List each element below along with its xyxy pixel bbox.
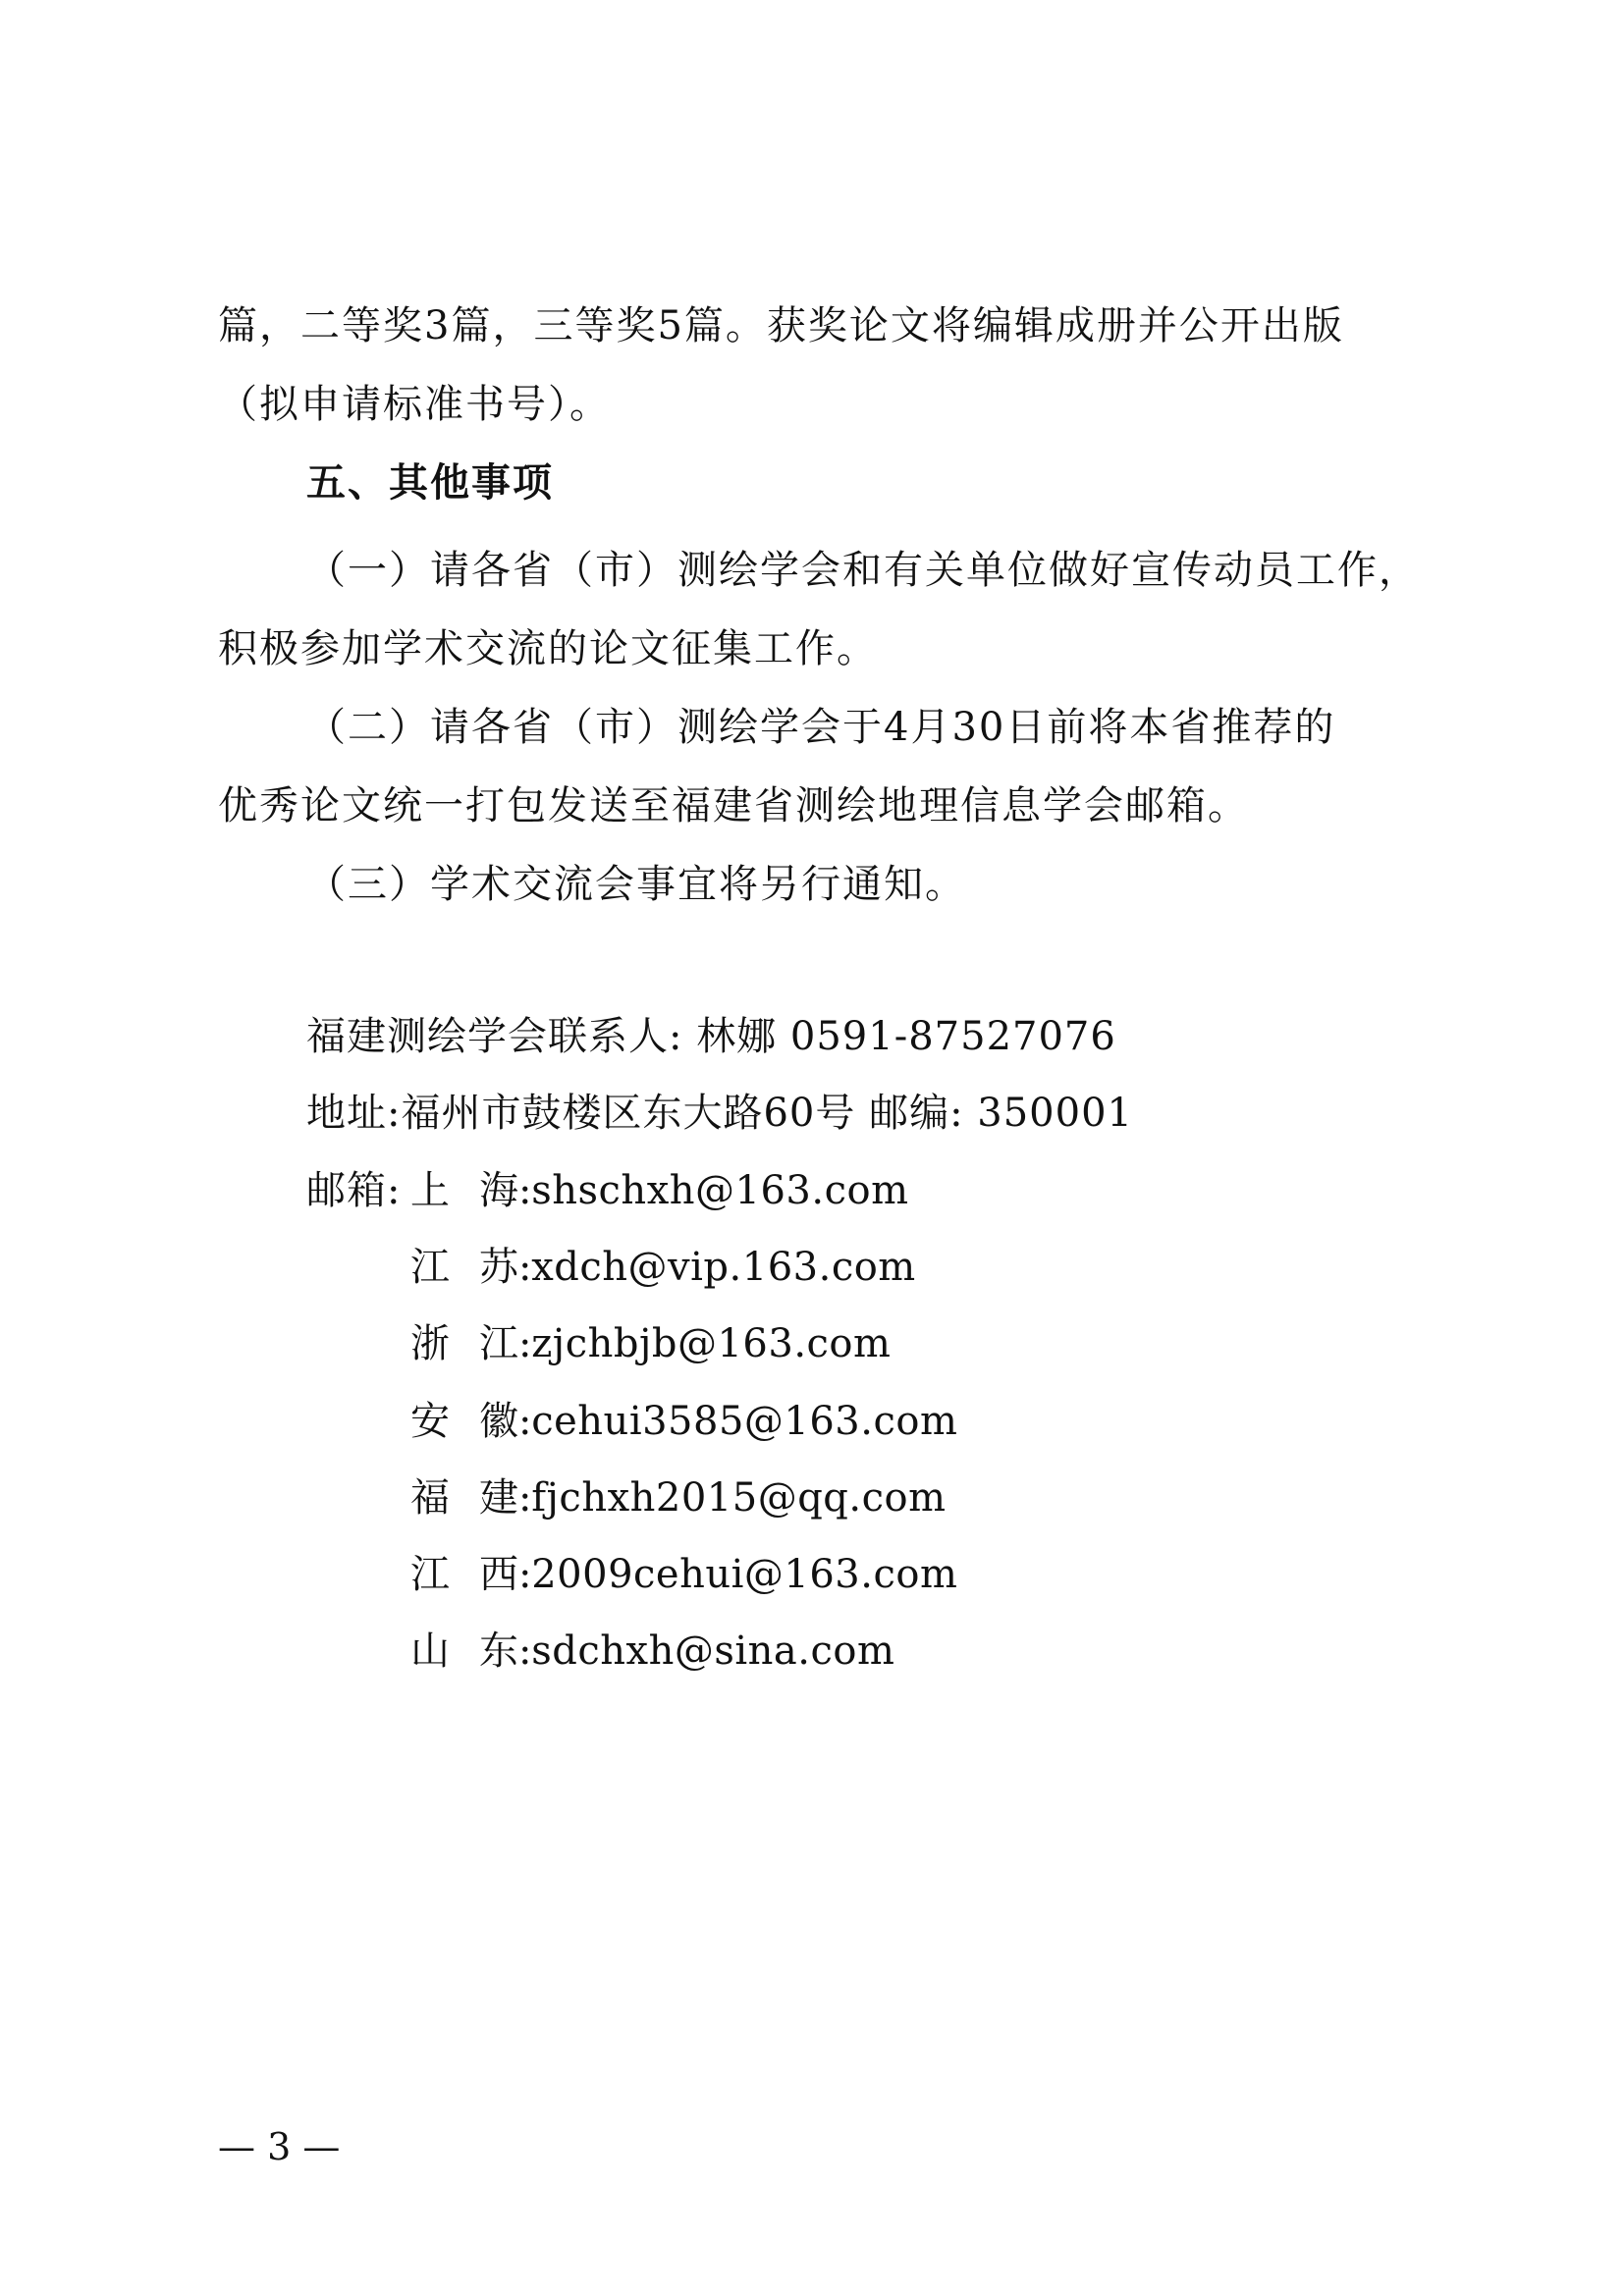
page-number: — 3 —	[218, 2125, 341, 2168]
province-name: 上 海:	[410, 1168, 532, 1213]
email-row-anhui	[410, 1398, 957, 1445]
email-row-jiangxi	[410, 1551, 957, 1598]
province-name: 山 东:	[410, 1629, 532, 1674]
address-line: 地址:福州市鼓楼区东大路60号 邮编: 350001	[306, 1091, 1133, 1136]
province-name: 江 西:	[410, 1552, 532, 1597]
paragraph-awards-line1: 篇，二等奖3篇，三等奖5篇。获奖论文将编辑成册并公开出版	[218, 303, 1344, 348]
paragraph-awards-line2: （拟申请标准书号）。	[218, 382, 611, 427]
email-address: fjchxh2015@qq.com	[518, 1475, 947, 1521]
province-name: 福 建:	[410, 1475, 532, 1521]
email-row-fujian	[410, 1474, 947, 1522]
contact-person-line: 福建测绘学会联系人: 林娜 0591-87527076	[306, 1014, 1116, 1059]
email-row-zhejiang	[410, 1320, 891, 1367]
item-one-line1: （一）请各省（市）测绘学会和有关单位做好宣传动员工作，	[306, 548, 1420, 593]
email-address: sdchxh@sina.com	[518, 1629, 895, 1674]
email-address: cehui3585@163.com	[518, 1399, 958, 1444]
email-label: 邮箱:	[306, 1168, 402, 1213]
email-row-jiangsu	[410, 1244, 916, 1291]
province-name: 浙 江:	[410, 1321, 532, 1366]
email-address: shschxh@163.com	[518, 1168, 909, 1213]
email-address: xdch@vip.163.com	[518, 1245, 916, 1290]
item-two-line2: 优秀论文统一打包发送至福建省测绘地理信息学会邮箱。	[218, 783, 1249, 828]
item-three-line1: （三）学术交流会事宜将另行通知。	[306, 862, 966, 907]
email-address: 2009cehui@163.com	[518, 1552, 958, 1597]
province-name: 安 徽:	[410, 1399, 532, 1444]
province-name: 江 苏:	[410, 1245, 532, 1290]
email-row-shanghai	[410, 1167, 909, 1214]
section-heading-other-matters: 五、其他事项	[306, 460, 554, 506]
item-two-line1: （二）请各省（市）测绘学会于4月30日前将本省推荐的	[306, 705, 1336, 750]
email-address: zjchbjb@163.com	[518, 1321, 892, 1366]
email-row-shandong	[410, 1628, 894, 1675]
item-one-line2: 积极参加学术交流的论文征集工作。	[218, 626, 878, 671]
